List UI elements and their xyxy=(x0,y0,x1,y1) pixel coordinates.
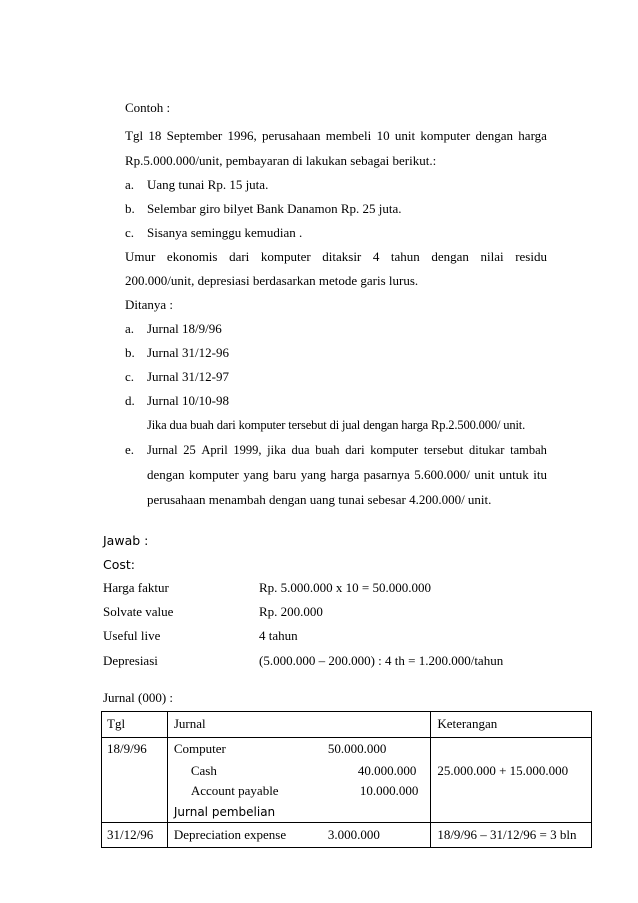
example-paragraph-2-line-2: 200.000/unit, depresiasi berdasarkan metode garis lurus. xyxy=(125,273,419,288)
example-paragraph-2-line-1: Umur ekonomis dari komputer ditaksir 4 tahun dengan nilai residu xyxy=(125,249,547,264)
list-marker: c. xyxy=(125,225,135,240)
list-marker: b. xyxy=(125,345,135,360)
entry-account: Cash xyxy=(190,763,217,778)
entry-credit: 40.000.000 xyxy=(357,763,417,778)
row-date: 31/12/96 xyxy=(107,827,154,842)
entry-credit: 10.000.000 xyxy=(359,783,419,798)
question-e-line-3: perusahaan menambah dengan uang tunai sebesar 4.200.000/ unit. xyxy=(147,492,492,507)
list-marker: a. xyxy=(125,321,135,336)
journal-label: Jurnal (000) : xyxy=(103,690,174,705)
cost-item-value: 4 tahun xyxy=(259,628,298,643)
row-date: 18/9/96 xyxy=(107,741,147,756)
question-label: Ditanya : xyxy=(125,297,174,312)
row-note: 18/9/96 – 31/12/96 = 3 bln xyxy=(437,827,577,842)
list-marker: a. xyxy=(125,177,135,192)
entry-debit: 3.000.000 xyxy=(327,827,380,842)
payment-item: b. Selembar giro bilyet Bank Danamon Rp. 25 juta. xyxy=(125,201,402,216)
cost-item-label: Harga faktur xyxy=(103,580,169,595)
answer-heading: Jawab : xyxy=(103,533,149,548)
journal-table xyxy=(101,711,592,848)
column-header-note: Keterangan xyxy=(437,716,498,731)
cost-item-label: Depresiasi xyxy=(103,653,158,668)
question-item: d. Jurnal 10/10-98 xyxy=(125,393,229,408)
question-item: a. Jurnal 18/9/96 xyxy=(125,321,222,336)
question-item xyxy=(125,442,147,458)
cost-item-label: Solvate value xyxy=(103,604,174,619)
question-e-line-2: dengan komputer yang baru yang harga pasarnya 5.600.000/ unit untuk itu xyxy=(147,467,547,482)
cost-item-value: Rp. 5.000.000 x 10 = 50.000.000 xyxy=(259,580,432,595)
cost-item-label: Useful live xyxy=(103,628,161,643)
example-heading: Contoh : xyxy=(125,100,171,115)
column-header-journal: Jurnal xyxy=(173,716,206,731)
example-paragraph-1-line-2: Rp.5.000.000/unit, pembayaran di lakukan sebagai berikut.: xyxy=(125,153,437,168)
list-marker: b. xyxy=(125,201,135,216)
entry-debit: 50.000.000 xyxy=(327,741,387,756)
entry-memo: Jurnal pembelian xyxy=(173,805,276,819)
question-item: b. Jurnal 31/12-96 xyxy=(125,345,229,360)
row-note: 25.000.000 + 15.000.000 xyxy=(437,763,569,778)
cost-item-value: (5.000.000 – 200.000) : 4 th = 1.200.000/tahun xyxy=(259,653,504,668)
entry-account: Account payable xyxy=(190,783,279,798)
list-marker: d. xyxy=(125,393,135,408)
table-row xyxy=(102,738,592,823)
table-header-row xyxy=(102,712,592,738)
question-item: c. Jurnal 31/12-97 xyxy=(125,369,229,384)
question-e-line-1: Jurnal 25 April 1999, jika dua buah dari komputer tersebut ditukar tambah xyxy=(147,443,547,457)
cost-label: Cost: xyxy=(103,557,136,572)
table-row xyxy=(102,823,592,848)
payment-item: a. Uang tunai Rp. 15 juta. xyxy=(125,177,269,192)
list-marker: e. xyxy=(125,442,135,457)
column-header-date: Tgl xyxy=(107,716,126,731)
list-marker: c. xyxy=(125,369,135,384)
example-paragraph-1-line-1: Tgl 18 September 1996, perusahaan membeli 10 unit komputer dengan harga xyxy=(125,128,547,143)
entry-account: Depreciation expense xyxy=(173,827,287,842)
question-d-note: Jika dua buah dari komputer tersebut di jual dengan harga Rp.2.500.000/ unit. xyxy=(147,418,526,432)
entry-account: Computer xyxy=(173,741,226,756)
payment-item: c. Sisanya seminggu kemudian . xyxy=(125,225,303,240)
cost-item-value: Rp. 200.000 xyxy=(259,604,323,619)
